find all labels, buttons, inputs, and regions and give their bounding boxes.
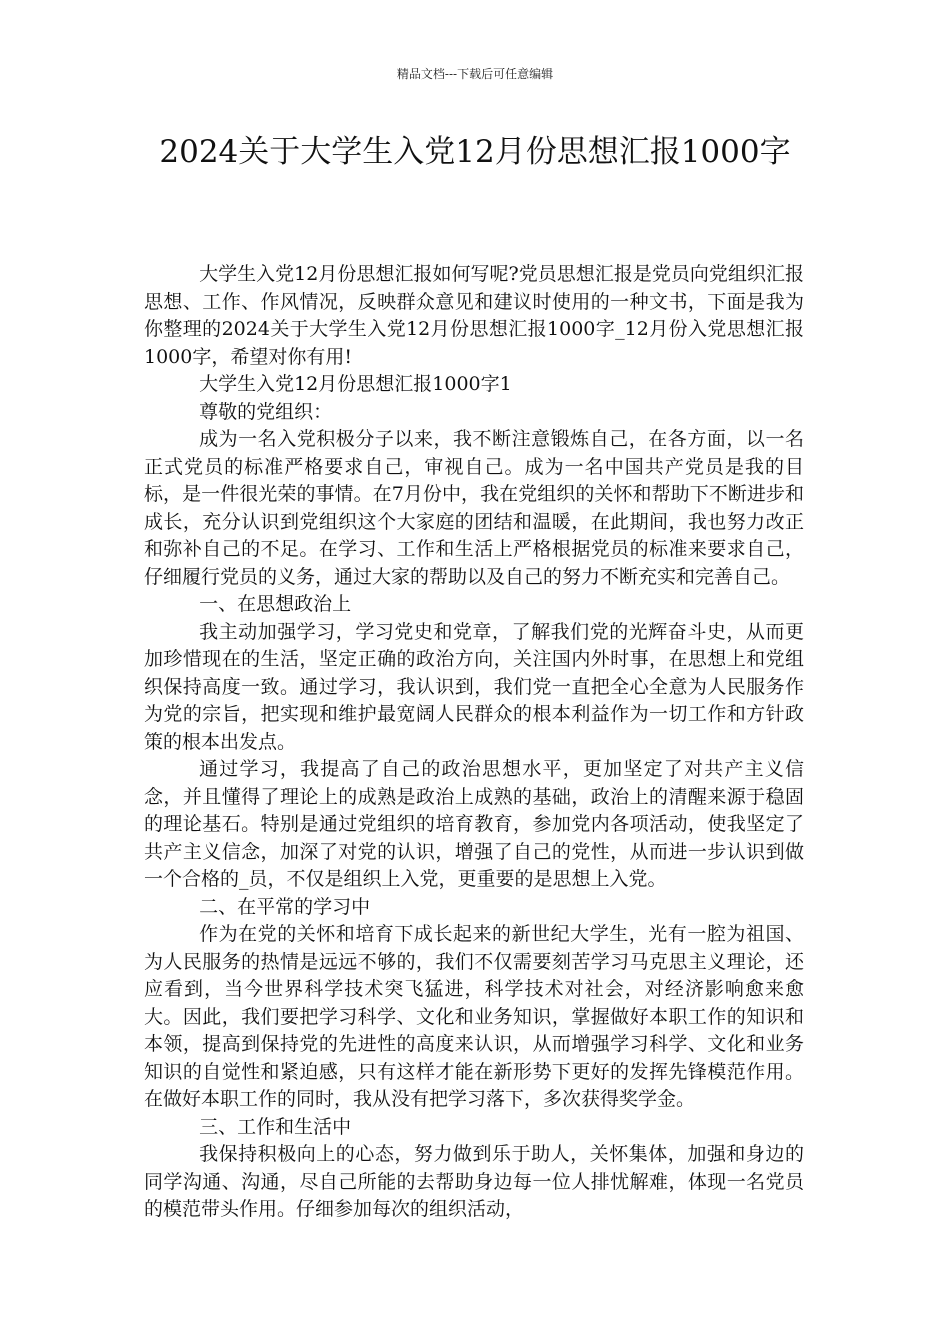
body-paragraph: 成为一名入党积极分子以来，我不断注意锻炼自己，在各方面，以一名正式党员的标准严格要求自己，审视自己。成为一名中国共产党员是我的目标，是一件很光荣的事情。在7月份中，我在党组织的关怀和帮助下不断进步和成长，充分认识到党组织这个大家庭的团结和温暖，在此期间，我也努力改正和弥补自己的不足。在学习、工作和生活上严格根据党员的标准来要求自己，仔细履行党员的义务，通过大家的帮助以及自己的努力不断充实和完善自己。 [144, 428, 804, 588]
subheading-political: 一、在思想政治上 [199, 593, 352, 615]
subheading-study: 二、在平常的学习中 [199, 895, 371, 918]
body-paragraph: 作为在党的关怀和培育下成长起来的新世纪大学生，光有一腔为祖国、为人民服务的热情是远远不够的，我们不仅需要刻苦学习马克思主义理论，还应看到，当今世界科学技术突飞猛进，科学技术对社会，对经济影响愈来愈大。因此，我们要把学习科学、文化和业务知识，掌握做好本职工作的知识和本领，提高到保持党的先进性的高度来认识，从而增强学习科学、文化和业务知识的自觉性和紧迫感，只有这样才能在新形势下更好的发挥先锋模范作用。在做好本职工作的同时，我从没有把学习落下，多次获得奖学金。 [144, 923, 804, 1110]
section-title: 大学生入党12月份思想汇报1000字1 [199, 373, 512, 395]
intro-paragraph: 大学生入党12月份思想汇报如何写呢?党员思想汇报是党员向党组织汇报思想、工作、作风情况，反映群众意见和建议时使用的一种文书，下面是我为你整理的2024关于大学生入党12月份思想汇报1000字_12月份入党思想汇报1000字，希望对你有用! [144, 263, 804, 368]
body-paragraph: 通过学习，我提高了自己的政治思想水平，更加坚定了对共产主义信念，并且懂得了理论上的成熟是政治上成熟的基础，政治上的清醒来源于稳固的理论基石。特别是通过党组织的培育教育，参加党内各项活动，使我坚定了共产主义信念，加深了对党的认识，增强了自己的党性，从而进一步认识到做一个合格的_员，不仅是组织上入党，更重要的是思想上入党。 [144, 758, 804, 890]
subheading-work-life: 三、工作和生活中 [199, 1115, 352, 1138]
page-header: 精品文档---下载后可任意编辑 [396, 67, 554, 81]
body-paragraph: 我主动加强学习，学习党史和党章，了解我们党的光辉奋斗史，从而更加珍惜现在的生活，坚定正确的政治方向，关注国内外时事，在思想上和党组织保持高度一致。通过学习，我认识到，我们党一直把全心全意为人民服务作为党的宗旨，把实现和维护最宽阔人民群众的根本利益作为一切工作和方针政策的根本出发点。 [144, 620, 804, 753]
body-paragraph: 我保持积极向上的心态，努力做到乐于助人，关怀集体，加强和身边的同学沟通、沟通，尽自己所能的去帮助身边每一位人排忧解难，体现一名党员的模范带头作用。仔细参加每次的组织活动， [144, 1143, 804, 1220]
document-title: 2024关于大学生入党12月份思想汇报1000字 [159, 134, 791, 170]
salutation: 尊敬的党组织： [199, 400, 333, 423]
document-body [144, 261, 804, 1224]
